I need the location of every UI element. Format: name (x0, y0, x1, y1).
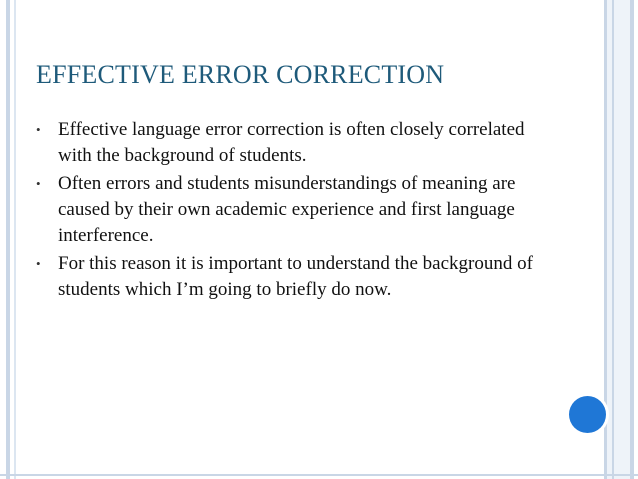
left-frame-line (6, 0, 10, 479)
left-frame-inner-line (14, 0, 16, 479)
bullet-item (36, 171, 556, 249)
right-frame-line (612, 0, 614, 479)
bullet-item (36, 117, 556, 169)
bullet-list (36, 117, 556, 305)
bottom-frame-line (0, 474, 638, 476)
bullet-dot-icon: • (36, 176, 41, 191)
bullet-text: Effective language error correction is often closely correlated with the background of students. (58, 119, 525, 166)
right-frame-line (630, 0, 634, 479)
bullet-dot-icon: • (36, 122, 41, 137)
bullet-item (36, 251, 556, 303)
bullet-text: Often errors and students misunderstandings of meaning are caused by their own academic experience and first language interference. (58, 173, 516, 246)
bullet-dot-icon: • (36, 256, 41, 271)
blue-circle-icon (569, 396, 606, 433)
slide-title: EFFECTIVE ERROR CORRECTION (36, 60, 445, 89)
bullet-text: For this reason it is important to understand the background of students which I’m going to briefly do now. (58, 253, 533, 300)
right-frame-band (606, 0, 630, 479)
